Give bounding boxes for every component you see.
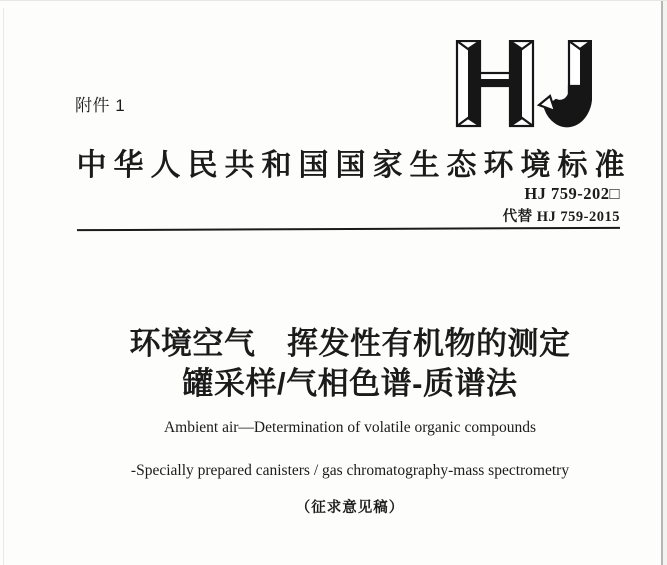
attachment-label: 附件 1 [75,96,126,115]
header-rule [77,227,620,231]
hj-logo [452,40,592,128]
title-cn-line2: 罐采样/气相色谱-质谱法 [182,366,518,401]
standard-heading: 中华人民共和国国家生态环境标准 [76,149,632,182]
standard-number: HJ 759-202□ [524,184,620,203]
replaces-label: 代替 HJ 759-2015 [502,209,620,225]
title-en-line1: Ambient air—Determination of volatile organic compounds [163,419,537,436]
title-en-line2: -Specially prepared canisters / gas chromatography-mass spectrometry [130,462,570,479]
page-left-edge [3,8,4,565]
scan-margin-right [663,0,667,565]
page-top-edge [0,0,667,1]
title-cn-line1: 环境空气 挥发性有机物的测定 [129,326,571,361]
draft-note: （征求意见稿） [295,500,405,516]
